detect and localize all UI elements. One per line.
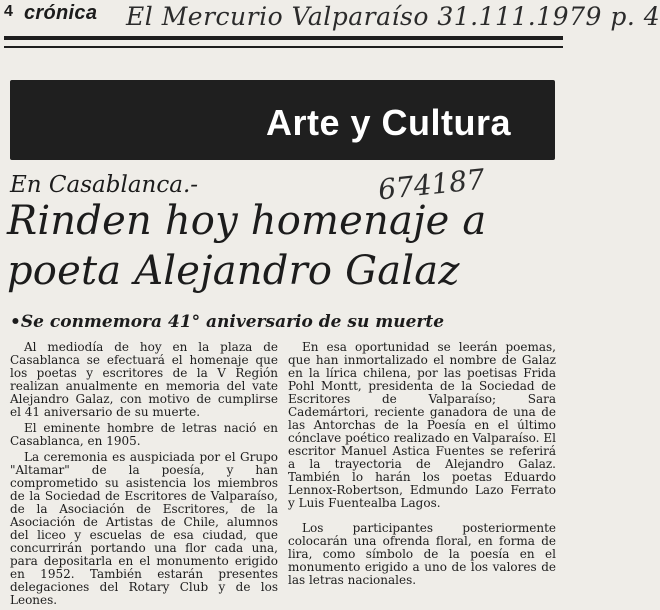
handwritten-source-note: El Mercurio Valparaíso 31.111.1979 p. 4 — [126, 2, 660, 31]
left-paragraph-2: El eminente hombre de letras nació en Casablanca, en 1905. — [10, 421, 278, 448]
article-column-left — [10, 341, 278, 610]
banner-title: Arte y Cultura — [265, 102, 511, 143]
article-column-right — [288, 341, 556, 590]
section-name: crónica — [24, 2, 98, 24]
handwritten-catalog-mark: 674187 — [376, 162, 487, 207]
article-subhead: •Se conmemora 41° aniversario de su muerte — [10, 312, 445, 332]
left-paragraph-3: La ceremonia es auspiciada por el Grupo "Altamar" de la poesía, y han comprometido su asistencia los miembros de la Sociedad de Escritores de Valparaíso, de la Asociación de Escritores, de la Asociación de Artistas de Chile, alumnos del liceo y escuelas de esa ciudad, que concurrirán portando una flor cada una, para depositarla en el monumento erigido en 1952. También estarán presentes delegaciones del Rotary Club y de los Leones. — [10, 450, 278, 607]
right-paragraph-1: En esa oportunidad se leerán poemas, que han inmortalizado el nombre de Galaz en la lírica chilena, por las poetisas Frida Pohl Montt, presidenta de la Sociedad de Escritores de Valparaíso; Sara Cademártori, reciente ganadora de una de las Antorchas de la Poesía en el último cónclave poético realizado en Valparaíso. El escritor Manuel Astica Fuentes se referirá a la trayectoria de Alejandro Galaz. También lo harán los poetas Eduardo Lennox-Robertson, Edmundo Lazo Ferrato y Luis Fuentealba Lagos. — [288, 340, 556, 510]
section-banner — [10, 80, 555, 160]
article-kicker: En Casablanca.- — [10, 172, 199, 198]
left-paragraph-1: Al mediodía de hoy en la plaza de Casablanca se efectuará el homenaje que los poetas y escritores de la V Región realizan anualmente en memoria del vate Alejandro Galaz, con motivo de cumplirse el 41 aniversario de su muerte. — [10, 340, 278, 419]
header-rule-thin — [4, 47, 563, 48]
right-paragraph-2: Los participantes posteriormente colocarán una ofrenda floral, en forma de lira, como símbolo de la poesía en el monumento erigido a uno de los valores de las letras nacionales. — [288, 521, 556, 587]
article-headline: Rinden hoy homenaje a poeta Alejandro Galaz — [7, 198, 487, 294]
page-number: 4 — [4, 3, 13, 20]
header-rule — [4, 36, 563, 47]
